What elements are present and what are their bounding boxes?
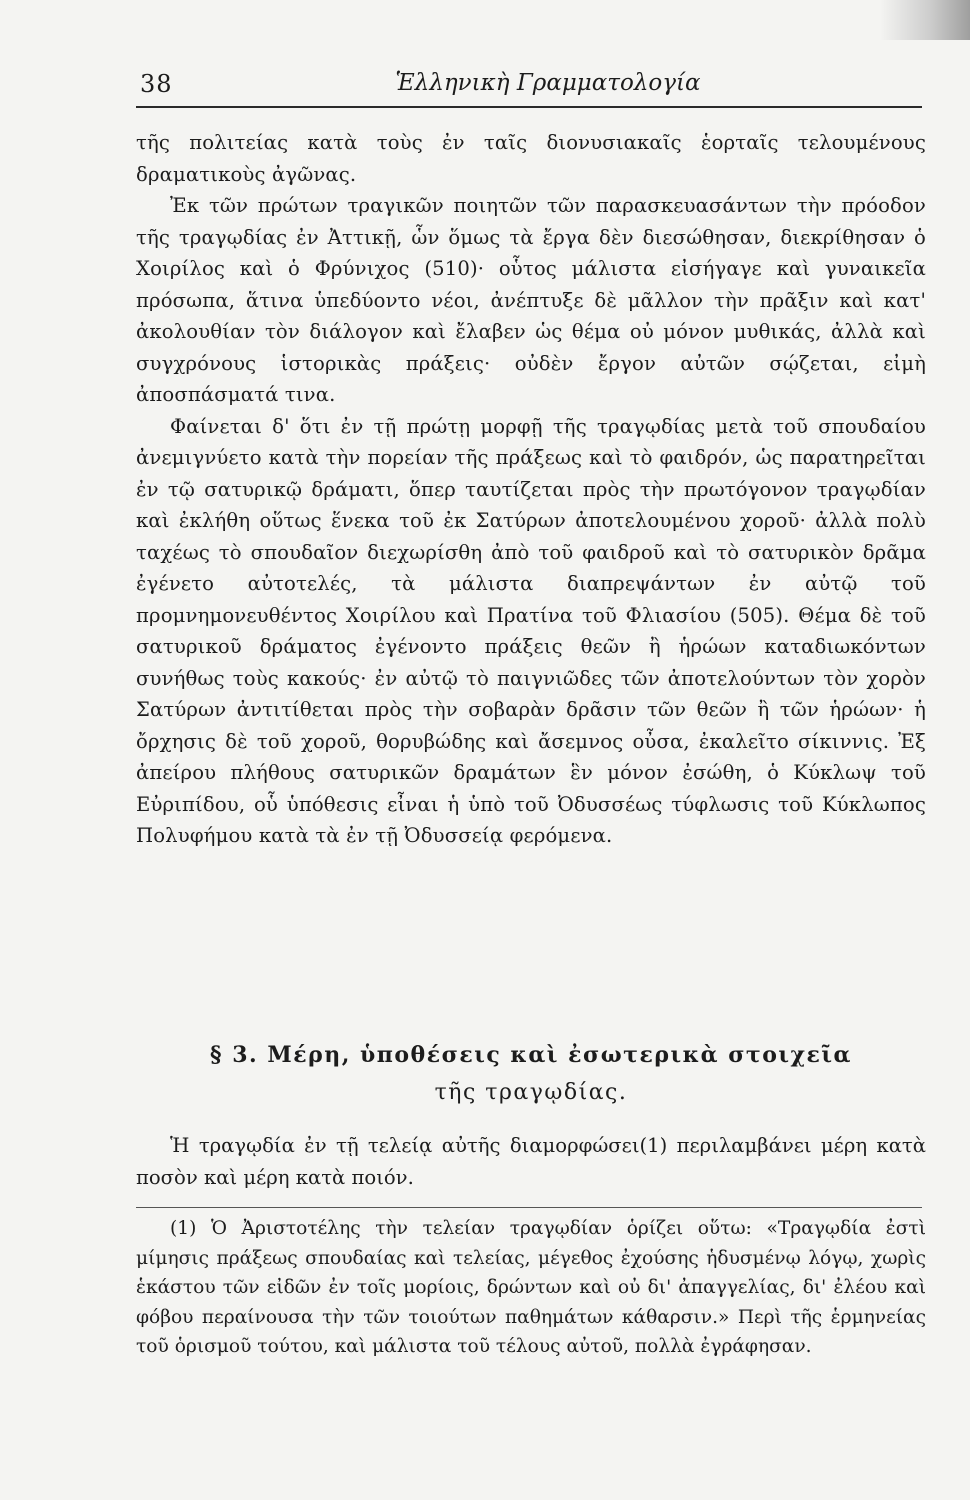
footnote-text: (1) Ὁ Ἀριστοτέλης τὴν τελείαν τραγῳδίαν ὁρίζει οὕτω: «Τραγῳδία ἐστὶ μίμησις πράξεως σπουδαίας καὶ τελείας, μέγεθος ἐχούσης ἡδυσμένῳ λόγῳ, χωρὶς ἑκάστου τῶν εἰδῶν ἐν τοῖς μορίοις, δρώντων καὶ οὐ δι' ἀπαγγελίας, δι' ἐλέου καὶ φόβου περαίνουσα τὴν τῶν τοιούτων παθημάτων κάθαρσιν.» Περὶ τῆς ἑρμηνείας τοῦ ὁρισμοῦ τούτου, καὶ μάλιστα τοῦ τέλους αὐτοῦ, πολλὰ ἐγράφησαν. xyxy=(136,1218,926,1358)
paragraph-early-tragedians: Ἐκ τῶν πρώτων τραγικῶν ποιητῶν τῶν παρασκευασάντων τὴν πρόοδον τῆς τραγῳδίας ἐν Ἀττικῇ, ὧν ὅμως τὰ ἔργα δὲν διεσώθησαν, διεκρίθησαν ὁ Χοιρίλος καὶ ὁ Φρύνιχος (510)· οὗτος μάλιστα εἰσήγαγε καὶ γυναικεῖα πρόσωπα, ἅτινα ὑπεδύοντο νέοι, ἀνέπτυξε δὲ μᾶλλον τὴν πρᾶξιν καὶ κατ' ἀκολουθίαν τὸν διάλογον καὶ ἔλαβεν ὡς θέμα οὐ μόνον μυθικάς, ἀλλὰ καὶ συγχρόνους ἱστορικὰς πράξεις· οὐδὲν ἔργον αὐτῶν σῴζεται, εἰμὴ ἀποσπάσματά τινα. xyxy=(136,194,926,406)
paragraph-continuation: τῆς πολιτείας κατὰ τοὺς ἐν ταῖς διονυσιακαῖς ἑορταῖς τελουμένους δραματικοὺς ἀγῶνας. xyxy=(136,131,926,186)
section-heading-line1: § 3. Μέρη, ὑποθέσεις καὶ ἐσωτερικὰ στοιχεῖα xyxy=(210,1042,852,1068)
footnote-rule xyxy=(136,1207,922,1208)
section-heading xyxy=(136,1036,926,1112)
running-title: Ἑλληνικὴ Γραμματολογία xyxy=(395,70,701,96)
section-paragraph: Ἡ τραγῳδία ἐν τῇ τελείᾳ αὐτῆς διαμορφώσει(1) περιλαμβάνει μέρη κατὰ ποσὸν καὶ μέρη κατὰ ποιόν. xyxy=(136,1134,926,1189)
scan-edge-shadow xyxy=(880,0,970,40)
header-rule xyxy=(136,106,922,108)
page-header xyxy=(136,66,920,106)
section-text xyxy=(136,1130,926,1193)
section-heading-line2: τῆς τραγῳδίας. xyxy=(434,1080,628,1105)
main-text xyxy=(136,127,926,852)
page-number: 38 xyxy=(140,70,173,98)
footnote xyxy=(136,1214,926,1362)
paragraph-satyr-drama: Φαίνεται δ' ὅτι ἐν τῇ πρώτῃ μορφῇ τῆς τραγῳδίας μετὰ τοῦ σπουδαίου ἀνεμιγνύετο κατὰ τὴν πορείαν τῆς πράξεως καὶ τὸ φαιδρόν, ὡς παρατηρεῖται ἐν τῷ σατυρικῷ δράματι, ὅπερ ταυτίζεται πρὸς τὴν πρωτόγονον τραγῳδίαν καὶ ἐκλήθη οὕτως ἕνεκα τοῦ ἐκ Σατύρων ἀποτελουμένου χοροῦ· ἀλλὰ πολὺ ταχέως τὸ σπουδαῖον διεχωρίσθη ἀπὸ τοῦ φαιδροῦ καὶ τὸ σατυρικὸν δρᾶμα ἐγένετο αὐτοτελές, τὰ μάλιστα διαπρεψάντων ἐν αὐτῷ τοῦ προμνημονευθέντος Χοιρίλου καὶ Πρατίνα τοῦ Φλιασίου (505). Θέμα δὲ τοῦ σατυρικοῦ δράματος ἐγένοντο πράξεις θεῶν ἢ ἡρώων καταδιωκόντων συνήθως τοὺς κακούς· ἐν αὐτῷ τὸ παιγνιῶδες τῶν ἀποτελούντων τὸν χορὸν Σατύρων ἀντιτίθεται πρὸς τὴν σοβαρὰν δρᾶσιν τῶν θεῶν ἢ τῶν ἡρώων· ἡ ὄρχησις δὲ τοῦ χοροῦ, θορυβώδης καὶ ἄσεμνος οὖσα, ἐκαλεῖτο σίκιννις. Ἐξ ἀπείρου πλήθους σατυρικῶν δραμάτων ἓν μόνον ἐσώθη, ὁ Κύκλωψ τοῦ Εὐριπίδου, οὗ ὑπόθεσις εἶναι ἡ ὑπὸ τοῦ Ὀδυσσέως τύφλωσις τοῦ Κύκλωπος Πολυφήμου κατὰ τὰ ἐν τῇ Ὀδυσσείᾳ φερόμενα. xyxy=(136,414,926,847)
